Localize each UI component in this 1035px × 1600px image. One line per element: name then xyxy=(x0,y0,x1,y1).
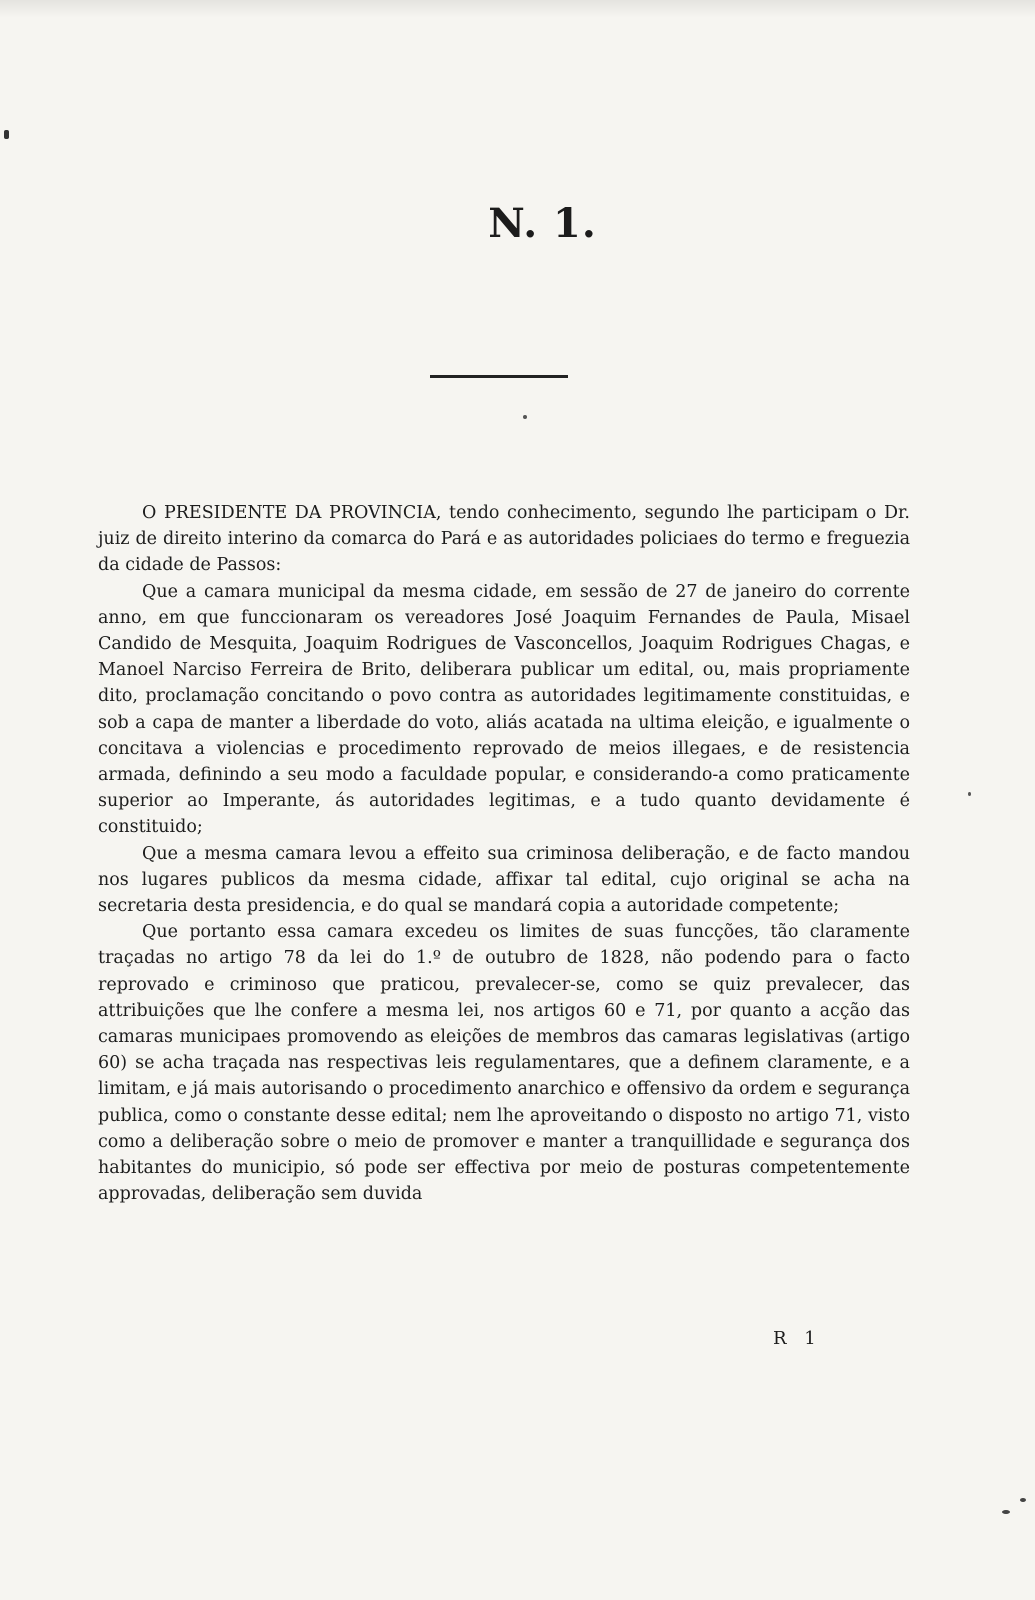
paper-speck xyxy=(523,415,527,419)
paper-speck xyxy=(968,792,971,796)
heading-divider xyxy=(430,375,568,378)
document-body xyxy=(98,500,910,1207)
paragraph-effeito: Que a mesma camara levou a effeito sua criminosa deliberação, e de facto mandou nos lugares publicos da mesma cidade, affixar tal edital, cujo original se acha na secretaria desta presidencia, e do qual se mandará copia a autoridade competente; xyxy=(98,843,910,917)
paper-speck xyxy=(1020,1498,1026,1502)
signature-mark: R 1 xyxy=(773,1328,822,1349)
paragraph-intro: O PRESIDENTE DA PROVINCIA, tendo conhecimento, segundo lhe participam o Dr. juiz de direito interino da comarca do Pará e as autoridades policiaes do termo e freguezia da cidade de Passos: xyxy=(98,503,910,576)
paper-speck xyxy=(1002,1510,1010,1514)
paragraph-limites: Que portanto essa camara excedeu os limites de suas funcções, tão claramente traçadas no artigo 78 da lei do 1.º de outubro de 1828, não podendo para o facto reprovado e criminoso que praticou, prevalecer-se, como se quiz prevalecer, das attribuições que lhe confere a mesma lei, nos artigos 60 e 71, por quanto a acção das camaras municipaes promovendo as eleições de membros das camaras legislativas (artigo 60) se acha traçada nas respectivas leis regulamentares, que a definem claramente, e a limitam, e já mais autorisando o procedimento anarchico e offensivo da ordem e segurança publica, como o constante desse edital; nem lhe aproveitando o disposto no artigo 71, visto como a deliberação sobre o meio de promover e manter a tranquillidade e segurança dos habitantes do municipio, só pode ser effectiva por meio de posturas competentemente approvadas, deliberação sem duvida xyxy=(98,922,910,1205)
paragraph-camara-edital: Que a camara municipal da mesma cidade, em sessão de 27 de janeiro do corrente anno, em que funccionaram os vereadores José Joaquim Fernandes de Paula, Misael Candido de Mesquita, Joaquim Rodrigues de Vasconcellos, Joaquim Rodrigues Chagas, e Manoel Narciso Ferreira de Brito, deliberara publicar um edital, ou, mais propriamente dito, proclamação concitando o povo contra as autoridades legitimamente constituidas, e sob a capa de manter a liberdade do voto, aliás acatada na ultima eleição, e igualmente o concitava a violencias e procedimento reprovado de meios illegaes, e de resistencia armada, definindo a seu modo a faculdade popular, e considerando-a como praticamente superior ao Imperante, ás autoridades legitimas, e a tudo quanto devidamente é constituido; xyxy=(98,581,910,838)
document-number-heading: N. 1. xyxy=(488,200,597,247)
paper-speck xyxy=(4,130,9,139)
